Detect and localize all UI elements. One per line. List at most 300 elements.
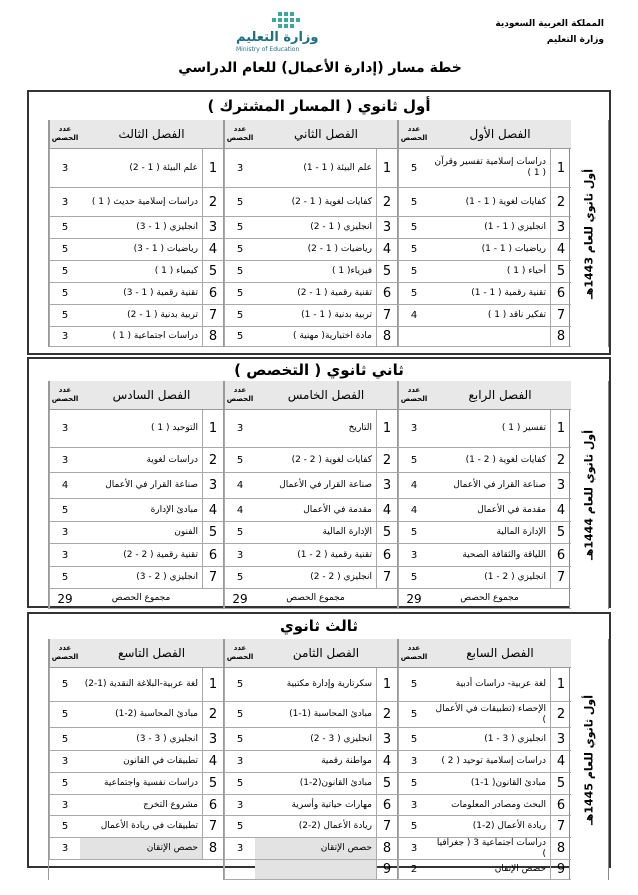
subject-name: تقنية رقمية ( 2 - 1) <box>297 549 372 560</box>
period-count: 3 <box>398 795 429 815</box>
table-row <box>398 522 571 544</box>
table-row <box>398 410 571 448</box>
table-row <box>49 816 223 838</box>
row-number: 8 <box>550 838 571 859</box>
semester-table <box>223 381 397 609</box>
period-count: 3 <box>49 544 80 566</box>
row-number: 2 <box>550 702 571 727</box>
row-number: 1 <box>376 410 397 447</box>
year-side-label <box>569 639 609 880</box>
table-row <box>49 261 223 283</box>
subject-name: انجليزي ( 3 - 1) <box>484 733 546 744</box>
table-row <box>224 305 397 327</box>
subject-name: تقنية رقمية ( 2 - 2) <box>123 549 198 560</box>
semester-name: الفصل الأول <box>429 120 571 148</box>
subject-name: أحياء ( 1 ) <box>506 266 546 276</box>
table-row <box>398 773 571 795</box>
period-count: 5 <box>224 239 255 260</box>
row-number: 8 <box>202 838 223 859</box>
row-number: 2 <box>376 448 397 472</box>
period-count: 5 <box>224 773 255 794</box>
period-count: 5 <box>224 217 255 238</box>
period-count: 5 <box>49 702 80 727</box>
period-count: 4 <box>398 473 429 498</box>
semester-name: الفصل السادس <box>80 381 223 409</box>
subject-name: صناعة القرار في الأعمال <box>453 480 546 490</box>
table-row <box>398 728 571 751</box>
row-number: 3 <box>550 217 571 238</box>
period-count: 3 <box>224 410 255 447</box>
semester-table <box>397 120 571 347</box>
semester-table <box>223 120 397 347</box>
year-label-text: أول ثانوي للعام 1444هـ <box>582 429 596 561</box>
count-header: عدد الحصص <box>224 120 255 148</box>
subject-name: كفايات لغوية ( 2 - 1) <box>465 454 546 465</box>
subject-name: علم البيئة ( 1 - 2) <box>129 162 198 173</box>
row-number: 7 <box>376 816 397 837</box>
period-count: 5 <box>49 567 80 588</box>
row-number: 7 <box>376 567 397 588</box>
table-row <box>398 860 571 880</box>
semester-name: الفصل الثالث <box>80 120 223 148</box>
table-row <box>398 499 571 522</box>
table-row <box>49 448 223 473</box>
year-label-text: أول ثانوي للعام 1443هـ <box>582 168 596 299</box>
semester-header <box>224 639 397 668</box>
table-row <box>398 544 571 567</box>
subject-name: لغة عربية-البلاغة النقدية (1-2) <box>84 679 198 689</box>
row-number: 4 <box>376 239 397 260</box>
row-number: 7 <box>202 305 223 326</box>
subject-name: دراسات إسلامية حديث ( 1 ) <box>91 196 198 207</box>
period-count: 4 <box>398 305 429 326</box>
block-title: ثالث ثانوي <box>279 617 359 635</box>
row-number: 8 <box>376 327 397 346</box>
period-count: 5 <box>398 283 429 304</box>
table-row <box>398 816 571 838</box>
subject-name: مادة اختيارية( مهنية ) <box>292 331 372 341</box>
period-count: 5 <box>398 448 429 472</box>
subject-name: تطبيقات في ريادة الأعمال <box>100 821 198 831</box>
table-row <box>49 217 223 239</box>
semester-name: الفصل الرابع <box>429 381 571 409</box>
logo-english: Ministry of Education <box>236 46 300 53</box>
table-row <box>49 702 223 728</box>
subject-name: حصص الإتقان <box>494 864 546 874</box>
period-count: 3 <box>49 522 80 543</box>
table-row <box>49 567 223 589</box>
period-count: 5 <box>398 522 429 543</box>
semester-header <box>49 381 223 410</box>
semester-header <box>398 639 571 668</box>
period-count: 5 <box>224 816 255 837</box>
subject-name: تقنية رقمية ( 1 - 2) <box>297 288 372 298</box>
period-count: 2 <box>398 860 429 879</box>
period-count: 5 <box>224 567 255 588</box>
header-text <box>495 16 604 48</box>
row-number: 3 <box>376 473 397 498</box>
semester-header <box>49 639 223 668</box>
row-number: 8 <box>376 838 397 859</box>
table-row <box>398 448 571 473</box>
table-row <box>49 795 223 816</box>
row-number: 2 <box>376 188 397 216</box>
subject-name: انجليزي ( 3 - 3) <box>136 733 198 744</box>
table-row <box>224 567 397 589</box>
row-number: 5 <box>202 261 223 282</box>
row-number: 1 <box>376 668 397 701</box>
table-row <box>224 327 397 347</box>
row-number: 1 <box>550 668 571 701</box>
row-number: 3 <box>202 217 223 238</box>
table-row <box>398 188 571 217</box>
table-row <box>49 751 223 773</box>
table-row <box>398 261 571 283</box>
period-count: 5 <box>224 188 255 216</box>
row-number: 7 <box>202 816 223 837</box>
row-number: 4 <box>550 239 571 260</box>
subject-name: رياضيات ( 1 - 2) <box>307 244 372 254</box>
row-number: 5 <box>202 773 223 794</box>
subject-name: علم البيئة ( 1 - 1) <box>303 162 372 173</box>
country-name: المملكة العربية السعودية <box>495 19 604 29</box>
semester-table <box>48 381 223 609</box>
period-count: 3 <box>49 448 80 472</box>
year-side-label <box>569 381 609 609</box>
subject-name: انجليزي ( 2 - 1) <box>484 572 546 582</box>
table-row <box>224 751 397 773</box>
period-count: 3 <box>398 838 429 859</box>
period-count: 4 <box>49 473 80 498</box>
row-number: 1 <box>202 668 223 701</box>
row-number: 3 <box>202 473 223 498</box>
row-number: 4 <box>376 499 397 521</box>
subject-name: انجليزي ( 1 - 1) <box>484 222 546 232</box>
table-row <box>49 149 223 188</box>
subject-name: الفنون <box>174 527 198 537</box>
table-row <box>224 261 397 283</box>
page-title: خطة مسار (إدارة الأعمال) للعام الدراسي <box>178 60 462 76</box>
subject-name: انجليزي ( 1 - 3) <box>136 222 198 232</box>
subject-name: كفايات لغوية ( 1 - 1) <box>465 196 546 207</box>
year-side-label <box>569 120 609 347</box>
subject-name: مقدمة في الأعمال <box>477 504 546 515</box>
subject-name <box>255 860 376 879</box>
row-number: 1 <box>550 149 571 187</box>
semester-name: الفصل الخامس <box>255 381 397 409</box>
semester-name: الفصل الثاني <box>255 120 397 148</box>
table-row <box>49 283 223 305</box>
subject-name: مجموع الحصص <box>111 593 171 603</box>
subject-name: الإدارة المالية <box>322 527 372 537</box>
row-number: 6 <box>376 544 397 566</box>
subject-name: فيزياء( 1 ) <box>332 266 372 276</box>
period-count: 3 <box>49 838 80 859</box>
row-number: 5 <box>376 522 397 543</box>
row-number: 4 <box>202 751 223 772</box>
period-count: 3 <box>49 149 80 187</box>
subject-name: مبادئ القانون( 1-1) <box>470 778 546 788</box>
row-number: 2 <box>550 188 571 216</box>
subject-name: انجليزي ( 3 - 2) <box>310 733 372 744</box>
row-number: 3 <box>550 473 571 498</box>
table-row <box>398 751 571 773</box>
table-row <box>224 773 397 795</box>
count-header: عدد الحصص <box>49 639 80 667</box>
period-count: 5 <box>398 668 429 701</box>
subject-name: ريادة الأعمال (2-1) <box>472 821 546 831</box>
row-number: 9 <box>550 860 571 879</box>
subject-name: صناعة القرار في الأعمال <box>105 480 198 490</box>
table-row <box>224 410 397 448</box>
subject-name: رياضيات ( 1 - 1) <box>481 244 546 254</box>
period-count: 5 <box>398 217 429 238</box>
period-count: 5 <box>224 305 255 326</box>
period-count: 5 <box>224 702 255 727</box>
period-count: 5 <box>49 668 80 701</box>
table-row <box>398 327 571 347</box>
table-row <box>224 589 397 609</box>
subject-name: ريادة الأعمال (2-2) <box>298 821 372 831</box>
row-number: 7 <box>202 567 223 588</box>
period-count: 5 <box>49 217 80 238</box>
row-number: 2 <box>202 448 223 472</box>
year-label-text: أول ثانوي للعام 1445هـ <box>582 694 596 825</box>
subject-name: الإحصاء (تطبيقات في الأعمال ) <box>435 703 546 725</box>
period-count: 3 <box>398 544 429 566</box>
subject-name: صناعة القرار في الأعمال <box>279 480 372 490</box>
table-row <box>224 544 397 567</box>
subject-name: مهارات حياتية وأسرية <box>291 799 372 810</box>
period-count <box>398 327 429 346</box>
period-count: 3 <box>224 544 255 566</box>
period-count: 3 <box>398 410 429 447</box>
period-count: 5 <box>398 702 429 727</box>
row-number: 1 <box>376 149 397 187</box>
row-number: 6 <box>550 283 571 304</box>
period-count: 5 <box>398 239 429 260</box>
subject-name <box>429 327 550 346</box>
table-row <box>398 668 571 702</box>
table-row <box>49 327 223 347</box>
row-number: 2 <box>550 448 571 472</box>
table-row <box>224 499 397 522</box>
period-count: 3 <box>49 188 80 216</box>
row-number: 7 <box>550 305 571 326</box>
subject-name: دراسات اجتماعية ( 1 ) <box>112 331 198 341</box>
semester-header <box>49 120 223 149</box>
period-count: 5 <box>224 261 255 282</box>
subject-name: لغة عربية- دراسات أدبية <box>455 679 546 689</box>
row-number: 6 <box>550 544 571 566</box>
row-number: 6 <box>376 283 397 304</box>
semester-table <box>48 639 223 880</box>
semester-header <box>224 120 397 149</box>
subject-name: كفايات لغوية ( 2 - 2) <box>291 454 372 465</box>
subject-name: تربية بدنية ( 1 - 2) <box>127 310 198 320</box>
subject-name: تطبيقات في القانون <box>123 756 198 766</box>
block-title: ثاني ثانوي ( التخصص ) <box>234 361 404 379</box>
subject-name: كفايات لغوية ( 1 - 2) <box>291 196 372 207</box>
table-row <box>398 283 571 305</box>
table-row <box>49 188 223 217</box>
subject-name: دراسات نفسية واجتماعية <box>104 778 198 788</box>
subject-name: تربية بدنية ( 1 - 1) <box>301 310 372 320</box>
row-number: 5 <box>376 261 397 282</box>
subject-name: تفسير ( 1 ) <box>501 423 546 433</box>
period-count: 5 <box>49 261 80 282</box>
subject-name: مقدمة في الأعمال <box>303 504 372 515</box>
plan-block <box>27 90 611 355</box>
row-number: 3 <box>202 728 223 750</box>
row-number: 1 <box>550 410 571 447</box>
period-count: 5 <box>398 816 429 837</box>
table-row <box>224 795 397 816</box>
table-row <box>49 838 223 860</box>
semester-header <box>398 381 571 410</box>
row-number: 5 <box>376 773 397 794</box>
subject-name: مشروع التخرج <box>143 799 198 810</box>
row-number: 4 <box>550 499 571 521</box>
row-number: 2 <box>376 702 397 727</box>
subject-name: انجليزي ( 1 - 2) <box>310 222 372 232</box>
table-row <box>224 217 397 239</box>
subject-name: سكرتارية وإدارة مكتبية <box>286 679 372 689</box>
period-count: 5 <box>224 728 255 750</box>
period-count: 3 <box>224 751 255 772</box>
period-count: 5 <box>398 149 429 187</box>
period-count: 3 <box>224 838 255 859</box>
period-count: 5 <box>49 305 80 326</box>
row-number: 6 <box>376 795 397 815</box>
table-row <box>224 668 397 702</box>
row-number: 7 <box>376 305 397 326</box>
table-row <box>224 239 397 261</box>
subject-name: اللياقة والثقافة الصحية <box>462 549 546 560</box>
row-number: 9 <box>376 860 397 879</box>
period-count: 5 <box>398 567 429 588</box>
period-count: 4 <box>224 473 255 498</box>
subject-name: مبادئ المحاسبة (1-1) <box>289 709 372 719</box>
table-row <box>224 149 397 188</box>
subject-name: دراسات إسلامية توحيد ( 2 ) <box>441 756 546 766</box>
row-number: 6 <box>550 795 571 815</box>
period-count: 5 <box>398 188 429 216</box>
period-count: 3 <box>398 751 429 772</box>
row-number: 1 <box>202 149 223 187</box>
table-row <box>224 838 397 860</box>
period-count: 5 <box>49 239 80 260</box>
period-count: 3 <box>49 751 80 772</box>
row-number: 7 <box>550 567 571 588</box>
semester-name: الفصل التاسع <box>80 639 223 667</box>
semester-header <box>224 381 397 410</box>
subject-name: كيمياء ( 1 ) <box>154 266 198 276</box>
subject-name: البحث ومصادر المعلومات <box>451 799 546 810</box>
row-number: 5 <box>550 522 571 543</box>
subject-name: تقنية رقمية ( 1 - 1) <box>471 288 546 298</box>
semester-table <box>48 120 223 347</box>
subject-name: التاريخ <box>348 423 372 433</box>
period-count: 3 <box>49 795 80 815</box>
row-number: 4 <box>202 499 223 521</box>
table-row <box>224 816 397 838</box>
subject-name: تقنية رقمية ( 1 - 3) <box>123 288 198 298</box>
period-count: 5 <box>224 283 255 304</box>
table-row <box>49 522 223 544</box>
period-count: 29 <box>398 589 429 608</box>
table-row <box>49 239 223 261</box>
semester-name: الفصل السابع <box>429 639 571 667</box>
period-count: 4 <box>224 499 255 521</box>
row-number: 1 <box>202 410 223 447</box>
subject-name: مبادئ المحاسبة (2-1) <box>115 709 198 719</box>
semester-name: الفصل الثامن <box>255 639 397 667</box>
table-row <box>398 795 571 816</box>
semester-header <box>398 120 571 149</box>
count-header: عدد الحصص <box>224 639 255 667</box>
table-row <box>398 305 571 327</box>
period-count: 5 <box>224 448 255 472</box>
subject-name: دراسات إسلامية تفسير وقرآن ( 1 ) <box>434 157 546 178</box>
period-count: 5 <box>224 668 255 701</box>
table-row <box>398 473 571 499</box>
subject-name: مبادئ الإدارة <box>150 504 198 515</box>
period-count: 5 <box>49 499 80 521</box>
subject-name: الإدارة المالية <box>496 527 546 537</box>
period-count: 29 <box>224 589 255 608</box>
subject-name: دراسات اجتماعية 3 ( جغرافيا ) <box>436 837 546 859</box>
row-number: 5 <box>202 522 223 543</box>
table-row <box>49 773 223 795</box>
row-number: 4 <box>550 751 571 772</box>
table-row <box>49 589 223 609</box>
table-row <box>398 589 571 609</box>
table-row <box>224 860 397 880</box>
table-row <box>49 499 223 522</box>
period-count: 5 <box>49 283 80 304</box>
period-count: 29 <box>49 589 80 608</box>
period-count: 3 <box>49 410 80 447</box>
period-count: 5 <box>398 261 429 282</box>
period-count: 5 <box>398 728 429 750</box>
row-number: 7 <box>550 816 571 837</box>
table-row <box>49 410 223 448</box>
table-row <box>49 728 223 751</box>
subject-name: دراسات لغوية <box>146 454 198 465</box>
table-row <box>49 544 223 567</box>
period-count: 5 <box>224 327 255 346</box>
semester-table <box>397 381 571 609</box>
logo-arabic: وزارة التعليم <box>236 30 319 45</box>
row-number: 5 <box>550 773 571 794</box>
count-header: عدد الحصص <box>49 381 80 409</box>
plan-block <box>27 357 611 608</box>
subject-name: مجموع الحصص <box>286 593 345 603</box>
row-number: 3 <box>376 217 397 238</box>
period-count: 4 <box>398 499 429 521</box>
count-header: عدد الحصص <box>398 120 429 148</box>
subject-name: مواطنة رقمية <box>321 756 372 766</box>
subject-name: انجليزي ( 2 - 3) <box>136 572 198 582</box>
row-number: 5 <box>550 261 571 282</box>
row-number: 8 <box>202 327 223 346</box>
table-row <box>398 702 571 728</box>
count-header: عدد الحصص <box>49 120 80 148</box>
row-number: 2 <box>202 702 223 727</box>
subject-name: مبادئ القانون(2-1) <box>299 778 372 788</box>
subject-name: انجليزي ( 2 - 2) <box>310 572 372 582</box>
